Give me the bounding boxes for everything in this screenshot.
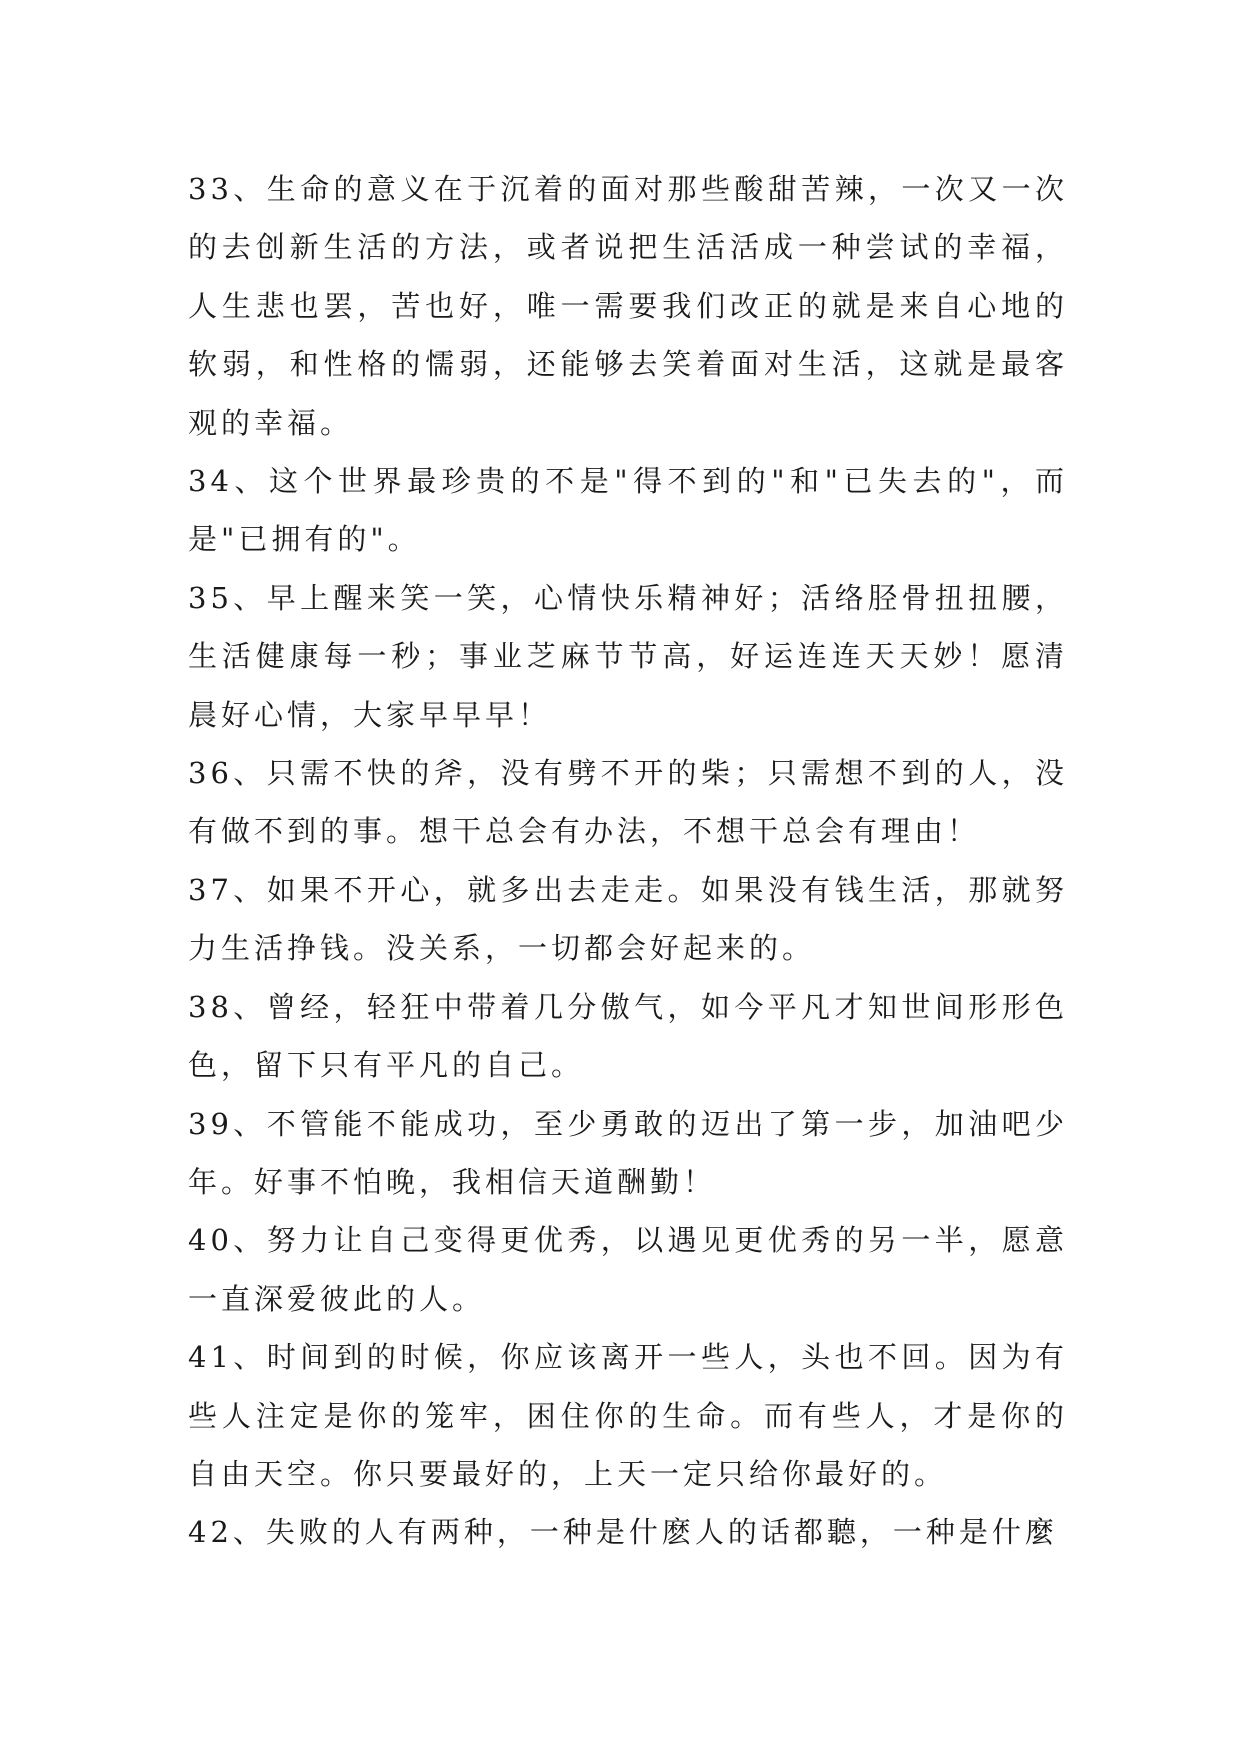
paragraph-37: 37、如果不开心，就多出去走走。如果没有钱生活，那就努力生活挣钱。没关系，一切都会好起来的。 (188, 872, 1068, 966)
paragraph-35: 35、早上醒来笑一笑，心情快乐精神好；活络胫骨扭扭腰，生活健康每一秒；事业芝麻节节高，好运连连天天妙！愿清晨好心情，大家早早早！ (188, 580, 1068, 732)
paragraph-42: 42、失败的人有两种，一种是什麽人的话都聽，一种是什麼 (188, 1515, 1058, 1550)
paragraph-39: 39、不管能不能成功，至少勇敢的迈出了第一步，加油吧少年。好事不怕晚，我相信天道酬勤！ (188, 1106, 1068, 1199)
document-body (188, 160, 1068, 1562)
paragraph-33: 33、生命的意义在于沉着的面对那些酸甜苦辣，一次又一次的去创新生活的方法，或者说把生活活成一种尝试的幸福，人生悲也罢，苦也好，唯一需要我们改正的就是来自心地的软弱，和性格的懦弱，还能够去笑着面对生活，这就是最客观的幸福。 (188, 172, 1068, 440)
paragraph-40: 40、努力让自己变得更优秀，以遇见更优秀的另一半，愿意一直深爱彼此的人。 (188, 1223, 1068, 1316)
paragraph-34: 34、这个世界最珍贵的不是"得不到的"和"已失去的"，而是"已拥有的"。 (188, 464, 1068, 557)
paragraph-38: 38、曾经，轻狂中带着几分傲气，如今平凡才知世间形形色色，留下只有平凡的自己。 (188, 989, 1068, 1083)
paragraph-41: 41、时间到的时候，你应该离开一些人，头也不回。因为有些人注定是你的笼牢，困住你的生命。而有些人，才是你的自由天空。你只要最好的，上天一定只给你最好的。 (188, 1340, 1068, 1491)
paragraph-36: 36、只需不快的斧，没有劈不开的柴；只需想不到的人，没有做不到的事。想干总会有办法，不想干总会有理由！ (188, 756, 1068, 849)
